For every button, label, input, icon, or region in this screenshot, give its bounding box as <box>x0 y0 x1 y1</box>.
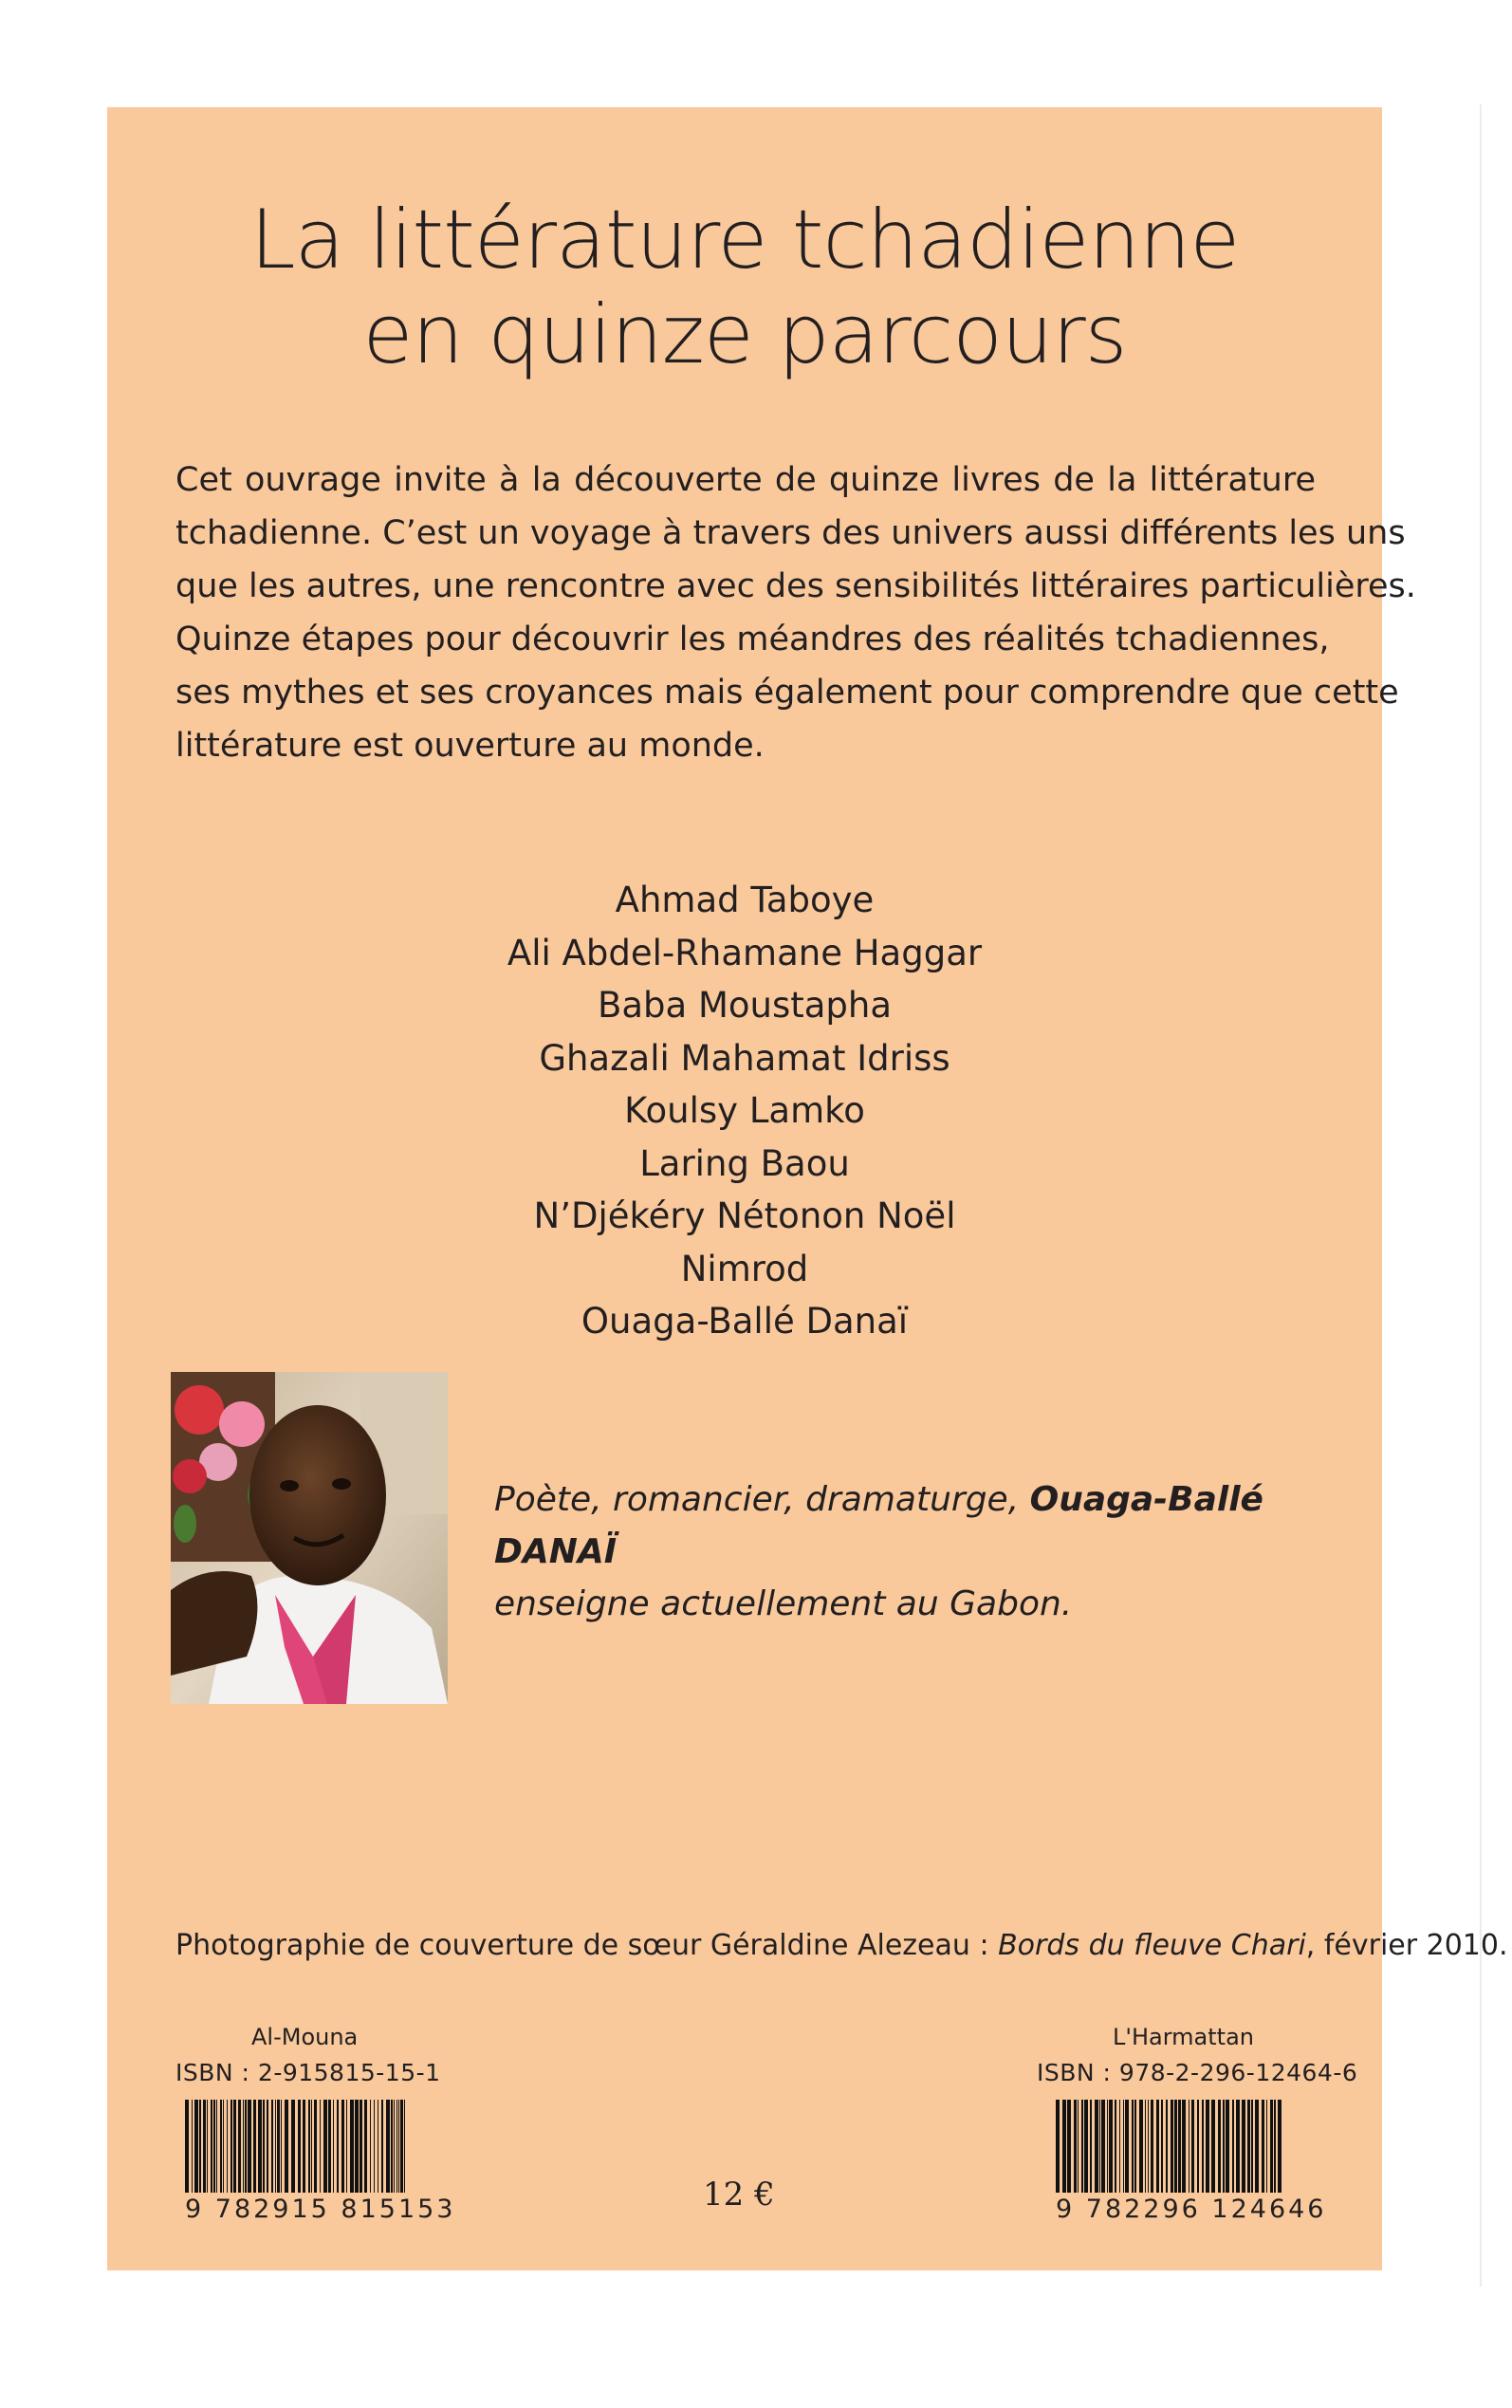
barcode-gap <box>405 2100 408 2193</box>
author-bio-name: Ouaga-Ballé DANAÏ <box>494 1480 1263 1571</box>
blurb-line: Cet ouvrage invite à la découverte de quinze livres de la littérature <box>175 461 1316 499</box>
back-cover <box>107 107 1508 2270</box>
author-name: Baba Moustapha <box>597 985 893 1026</box>
blurb-line: tchadienne. C’est un voyage à travers des univers aussi différents les uns <box>175 514 1406 552</box>
right-publisher-name: L'Harmattan <box>1113 2024 1254 2050</box>
left-isbn: ISBN : 2-915815-15-1 <box>175 2059 441 2086</box>
author-photo-illustration <box>171 1372 448 1704</box>
left-barcode <box>185 2100 456 2232</box>
author-name: Ouaga-Ballé Danaï <box>581 1301 909 1342</box>
right-barcode-bars <box>1056 2100 1283 2193</box>
author-name: Laring Baou <box>639 1142 850 1184</box>
photo-credit <box>175 1929 1508 1962</box>
author-name: Ghazali Mahamat Idriss <box>539 1037 950 1079</box>
author-name: Ahmad Taboye <box>615 880 875 920</box>
photo-credit-work: Bords du fleuve Chari <box>998 1929 1306 1962</box>
author-name: Ali Abdel-Rhamane Haggar <box>507 932 983 973</box>
blurb-line: que les autres, une rencontre avec des sensibilités littéraires particulières. <box>175 567 1416 605</box>
left-barcode-bars <box>185 2100 413 2193</box>
barcode-gap <box>1282 2100 1283 2193</box>
price: 12 € <box>703 2176 775 2214</box>
blurb-line: Quinze étapes pour découvrir les méandres des réalités tchadiennes, <box>175 621 1330 658</box>
author-name: Nimrod <box>680 1248 809 1289</box>
author-name: Koulsy Lamko <box>624 1090 865 1131</box>
book-title-line-2: en quinze parcours <box>362 287 1127 382</box>
author-bio-roles: Poète, romancier, dramaturge, <box>494 1480 1030 1519</box>
author-bio-line-1 <box>494 1473 1348 1578</box>
right-barcode <box>1056 2100 1327 2232</box>
author-photo <box>171 1372 448 1704</box>
left-barcode-digits: 9 782915 815153 <box>185 2195 456 2224</box>
blurb-line: littérature est ouverture au monde. <box>175 727 765 765</box>
photo-credit-prefix: Photographie de couverture de sœur Géraldine Alezeau : <box>175 1929 999 1962</box>
right-isbn: ISBN : 978-2-296-12464-6 <box>1037 2059 1358 2086</box>
author-bio <box>494 1473 1348 1630</box>
photo-credit-suffix: , février 2010. <box>1305 1929 1508 1962</box>
book-title-line-1: La littérature tchadienne <box>249 193 1240 287</box>
blurb-paragraph <box>175 454 1416 772</box>
right-barcode-digits: 9 782296 124646 <box>1056 2195 1327 2224</box>
author-name: N’Djékéry Nétonon Noël <box>533 1195 956 1236</box>
left-publisher-name: Al-Mouna <box>251 2024 359 2050</box>
author-list <box>107 874 1382 1348</box>
blurb-line: ses mythes et ses croyances mais également pour comprendre que cette <box>175 674 1399 712</box>
author-bio-line-2: enseigne actuellement au Gabon. <box>494 1584 1073 1623</box>
